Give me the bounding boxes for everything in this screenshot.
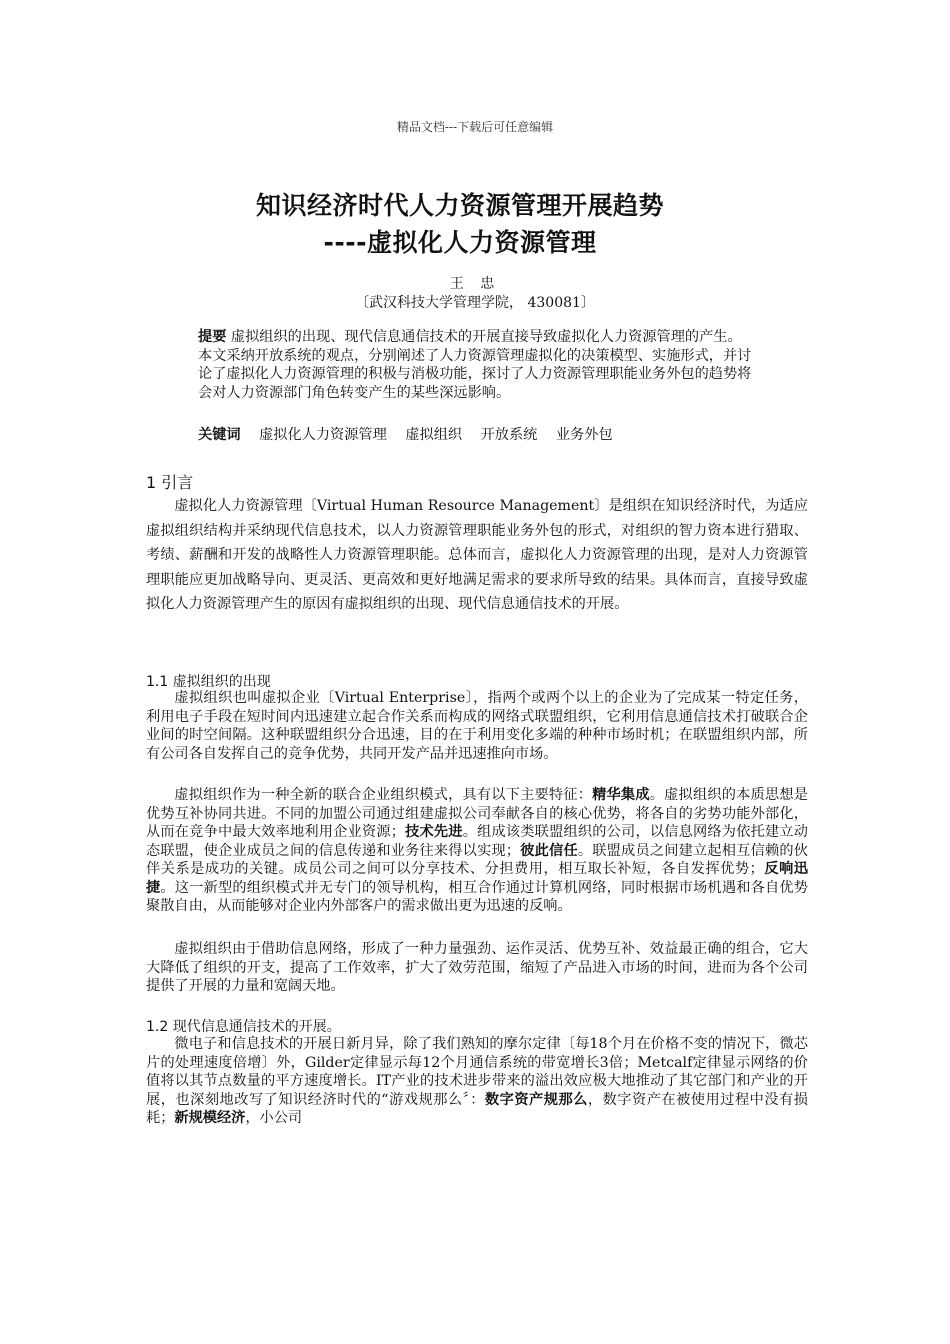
section-heading-intro: 1 引言 (146, 473, 194, 492)
keyword-item: 虚拟组织 (405, 427, 463, 443)
bold-term: 数字资产规那么 (484, 1091, 588, 1108)
text-run: 。这一新型的组织模式并无专门的领导机构，相互合作通过计算机网络，同时根据市场机遇和各自优势聚散自由，从而能够对企业内外部客户的需求做出更为迅速的反响。 (146, 879, 808, 914)
bold-term: 反响迅捷 (146, 861, 808, 896)
title-line-1: 知识经济时代人力资源管理开展趋势 (255, 191, 664, 220)
ict-paragraph-1 (146, 1035, 808, 1128)
keywords-block (198, 424, 758, 444)
text-run: 。联盟成员之间建立起相互信赖的伙伴关系是成功的关键。成员公司之间可以分享技术、分担费用，相互取长补短，各自发挥优势； (146, 842, 808, 877)
abstract-label: 提要 (198, 329, 227, 345)
text-run: 微电子和信息技术的开展日新月异，除了我们熟知的摩尔定律〔每18个月在价格不变的情况下，微芯片的处理速度倍增〕外，Gilder定律显示每12个月通信系统的带宽增长3倍；Metcalf定律显示网络的价值将以其节点数量的平方速度增长。IT产业的技术进步带来的溢出效应极大地推动了其它部门和产业的开展，也深刻地改写了知识经济时代的“游戏规那么〞： (146, 1036, 808, 1108)
abstract-block (198, 328, 754, 402)
virtual-org-paragraph-3: 虚拟组织由于借助信息网络，形成了一种力量强劲、运作灵活、优势互补、效益最正确的组合，它大大降低了组织的开支，提高了工作效率，扩大了效劳范围，缩短了产品进入市场的时间，进而为各个公司提供了开展的力量和宽阔天地。 (146, 941, 808, 994)
watermark-text: 精品文档---下载后可任意编辑 (396, 120, 554, 134)
virtual-org-paragraph-1: 虚拟组织也叫虚拟企业〔Virtual Enterprise〕，指两个或两个以上的企业为了完成某一特定任务，利用电子手段在短时间内迅速建立起合作关系而构成的网络式联盟组织，它利用信息通信技术打破联合企业间的时空间隔。这种联盟组织分合迅速，目的在于利用变化多端的种种市场时机；在联盟组织内部，所有公司各自发挥自己的竞争优势，共同开发产品并迅速推向市场。 (146, 690, 808, 762)
text-run: 。组成该类联盟组织的公司，以信息网络为依托建立动态联盟，使企业成员之间的信息传递和业务往来得以实现； (146, 824, 808, 859)
keywords-label: 关键词 (198, 427, 241, 443)
bold-term: 技术先进 (404, 824, 463, 840)
bold-term: 彼此信任 (520, 842, 578, 859)
virtual-org-paragraph-2 (146, 786, 808, 916)
abstract-text: 虚拟组织的出现、现代信息通信技术的开展直接导致虚拟化人力资源管理的产生。本文采纳开放系统的观点，分别阐述了人力资源管理虚拟化的决策模型、实施形式，并讨论了虚拟化人力资源管理的积极与消极功能，探讨了人力资源管理职能业务外包的趋势将会对人力资源部门角色转变产生的某些深远影响。 (198, 329, 752, 401)
text-run: 虚拟组织作为一种全新的联合企业组织模式，具有以下主要特征： (174, 787, 593, 803)
bold-term: 新规模经济 (174, 1110, 246, 1126)
keyword-item: 虚拟化人力资源管理 (259, 427, 387, 443)
text-run: ，数字资产在被使用过程中没有损耗； (146, 1091, 808, 1126)
text-run: ，小公司 (245, 1110, 303, 1126)
title-line-2: ----虚拟化人力资源管理 (323, 228, 597, 257)
author-name: 王 忠 (449, 276, 501, 292)
author-affiliation: 〔武汉科技大学管理学院， 430081〕 (355, 295, 595, 311)
section-heading-ict: 1.2 现代信息通信技术的开展。 (146, 1019, 341, 1035)
intro-paragraph: 虚拟化人力资源管理〔Virtual Human Resource Management〕是组织在知识经济时代，为适应虚拟组织结构并采纳现代信息技术，以人力资源管理职能业务外包的形式，对组织的智力资本进行猎取、考绩、薪酬和开发的战略性人力资源管理职能。总体而言，虚拟化人力资源管理的出现，是对人力资源管理职能应更加战略导向、更灵活、更高效和更好地满足需求的要求所导致的结果。具体而言，直接导致虚拟化人力资源管理产生的原因有虚拟组织的出现、现代信息通信技术的开展。 (146, 498, 808, 612)
keyword-item: 开放系统 (480, 427, 538, 443)
text-run: 。虚拟组织的本质思想是优势互补协同共进。不同的加盟公司通过组建虚拟公司奉献各自的核心优势，将各自的劣势功能外部化，从而在竞争中最大效率地利用企业资源； (146, 787, 808, 840)
bold-term: 精华集成 (592, 787, 650, 803)
keyword-item: 业务外包 (555, 427, 613, 443)
section-heading-virtual-org: 1.1 虚拟组织的出现 (146, 674, 271, 690)
